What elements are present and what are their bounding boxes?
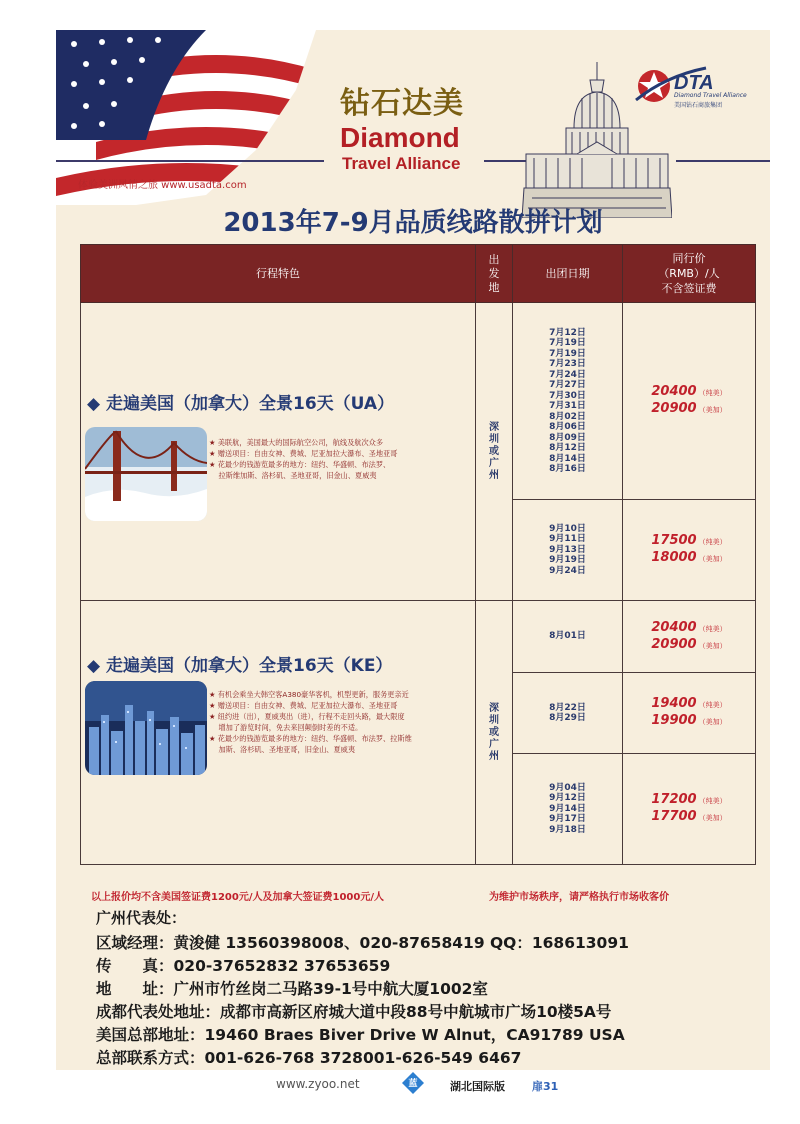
price-value: 20900 xyxy=(651,636,697,652)
price-line xyxy=(623,809,755,826)
date-item: 8月16日 xyxy=(549,464,586,474)
date-item: 7月30日 xyxy=(549,390,586,401)
price-value: 17700 xyxy=(651,809,697,824)
date-item: 8月01日 xyxy=(549,631,586,642)
price-line xyxy=(623,620,755,637)
page-number: 扉31 xyxy=(532,1080,559,1093)
brand-name-en: Diamond xyxy=(340,122,460,153)
price-note: （美加） xyxy=(698,814,727,822)
price-line xyxy=(623,792,755,809)
header-depart-label: 出发地 xyxy=(488,252,500,294)
price-line xyxy=(623,637,755,654)
logo-text: DTA xyxy=(674,72,714,94)
price-line xyxy=(623,533,755,550)
header-price-line1: 同行价 xyxy=(672,252,706,265)
date-item: 7月31日 xyxy=(549,401,586,411)
price-value: 19400 xyxy=(651,696,697,711)
table-header-row xyxy=(81,245,756,303)
price-value: 20400 xyxy=(651,619,697,635)
chengdu-address: 成都代表处地址：成都市高新区府城大道中段88号中航城市广场10楼5A号 xyxy=(96,1003,612,1021)
price-note: （纯美） xyxy=(698,538,727,546)
date-item: 8月14日 xyxy=(549,453,586,464)
table-row xyxy=(81,601,756,673)
edition-label: 湖北国际版 xyxy=(450,1080,505,1093)
price-value: 19900 xyxy=(651,713,697,728)
golden-gate-photo xyxy=(85,427,207,521)
header-dates: 出团日期 xyxy=(513,245,623,303)
brand-name-en-sub: Travel Alliance xyxy=(342,154,461,173)
price-note: （纯美） xyxy=(698,624,727,633)
feature-item: ★ 花最少的钱游览最多的地方：纽约、华盛顿、布法罗、 xyxy=(209,460,391,469)
header-route: 行程特色 xyxy=(81,245,476,303)
date-item: 7月19日 xyxy=(549,348,586,359)
route-name-ua: ◆ 走遍美国（加拿大）全景16天（UA） xyxy=(87,394,395,414)
date-item: 7月27日 xyxy=(549,380,586,390)
slogan-website: 体验美洲风情之旅 www.usadta.com xyxy=(78,180,247,191)
date-item: 8月29日 xyxy=(549,713,586,723)
route-cell-ua xyxy=(81,303,476,601)
contact-fax: 传 真：020-37652832 37653659 xyxy=(96,957,391,975)
dates-cell xyxy=(513,673,623,754)
price-note: （纯美） xyxy=(698,797,727,805)
feature-item: 增加了游览时间，免去来回颠倒时差的不适。 xyxy=(209,723,363,732)
feature-item: 加斯、洛杉矶、圣地亚哥，旧金山、夏威夷 xyxy=(209,745,356,754)
price-note: （美加） xyxy=(698,641,727,650)
date-item: 8月02日 xyxy=(549,411,586,422)
date-item: 9月14日 xyxy=(549,803,586,814)
us-hq-address: 美国总部地址：19460 Braes Biver Drive W Alnut，CA91789 USA xyxy=(96,1026,625,1044)
price-note: （美加） xyxy=(698,555,727,563)
logo-subtitle-en: Diamond Travel Alliance xyxy=(674,92,747,99)
price-note: （纯美） xyxy=(698,389,727,397)
office-heading: 广州代表处： xyxy=(96,909,187,927)
feature-item: ★ 纽约进（出），夏威夷出（进），行程不走回头路，最大限度 xyxy=(209,712,405,721)
dates-cell xyxy=(513,754,623,865)
header-price-line3: 不含签证费 xyxy=(661,282,717,295)
date-item: 9月11日 xyxy=(549,534,586,545)
price-value: 20900 xyxy=(651,401,697,416)
date-item: 9月18日 xyxy=(549,824,586,835)
feature-item: 拉斯维加斯、洛杉矶、圣地亚哥，旧金山、夏威夷 xyxy=(209,471,377,480)
price-value: 18000 xyxy=(651,550,697,565)
date-item: 8月06日 xyxy=(549,422,586,432)
price-line xyxy=(623,401,755,418)
route-cell-ke xyxy=(81,601,476,865)
depart-label-ua: 深圳或广州 xyxy=(489,421,499,481)
feature-item: ★ 花最少的钱游览最多的地方：纽约、华盛顿、布法罗、拉斯维 xyxy=(209,734,412,743)
date-item: 9月19日 xyxy=(549,555,586,566)
price-cell xyxy=(623,673,756,754)
price-line xyxy=(623,550,755,567)
feature-item: ★ 赠送项目：自由女神、费城、尼亚加拉大瀑布、圣地亚哥 xyxy=(209,449,398,458)
date-item: 7月12日 xyxy=(549,327,586,338)
badge-char: 蓝 xyxy=(408,1079,418,1089)
date-item: 7月23日 xyxy=(549,359,586,369)
price-note: （美加） xyxy=(698,718,727,726)
route-name-ke: ◆ 走遍美国（加拿大）全景16天（KE） xyxy=(87,656,393,676)
dates-cell xyxy=(513,303,623,500)
hq-phone: 总部联系方式：001-626-768 3728001-626-549 6467 xyxy=(96,1049,522,1067)
contact-manager: 区域经理：黄浚健 13560398008、020-87658419 QQ：168613091 xyxy=(96,934,629,952)
brand-name-cn: 钻石达美 xyxy=(340,86,464,121)
price-cell xyxy=(623,601,756,673)
depart-cell-ke xyxy=(476,601,513,865)
price-cell xyxy=(623,754,756,865)
feature-item: ★ 赠送项目：自由女神、费城、尼亚加拉大瀑布、圣地亚哥 xyxy=(209,701,398,710)
table-row xyxy=(81,303,756,500)
route-table xyxy=(80,244,756,865)
date-item: 8月22日 xyxy=(549,702,586,713)
dates-cell xyxy=(513,500,623,601)
blue-badge-icon xyxy=(402,1072,424,1094)
date-item: 9月24日 xyxy=(549,565,586,576)
date-item: 8月09日 xyxy=(549,432,586,443)
date-item: 7月24日 xyxy=(549,369,586,380)
price-note: （美加） xyxy=(698,406,727,414)
divider-line-right xyxy=(676,160,770,162)
depart-label-ke: 深圳或广州 xyxy=(489,702,499,762)
price-line xyxy=(623,696,755,713)
feature-item: ★ 有机会乘坐大韩空客A380豪华客机，机型更新，服务更亲近 xyxy=(209,690,409,699)
price-value: 20400 xyxy=(651,384,697,399)
price-cell xyxy=(623,500,756,601)
market-price-note: 为维护市场秩序，请严格执行市场收客价 xyxy=(489,892,669,903)
date-item: 8月12日 xyxy=(549,443,586,453)
dates-cell xyxy=(513,601,623,673)
header xyxy=(56,30,770,238)
logo-subtitle-cn: 美国钻石商旅集团 xyxy=(674,102,723,109)
date-item: 9月13日 xyxy=(549,544,586,555)
date-item: 9月10日 xyxy=(549,523,586,534)
date-item: 9月04日 xyxy=(549,782,586,793)
brochure-page xyxy=(56,30,770,1070)
page-title: 2013年7-9月品质线路散拼计划 xyxy=(223,208,603,238)
price-line xyxy=(623,384,755,401)
divider-line-left xyxy=(56,160,324,162)
header-price-line2: （RMB）/人 xyxy=(658,267,720,280)
header-depart xyxy=(476,245,513,303)
route-features-ke xyxy=(209,689,475,755)
price-value: 17200 xyxy=(651,792,697,807)
price-value: 17500 xyxy=(651,533,697,548)
city-night-photo xyxy=(85,681,207,775)
price-cell xyxy=(623,303,756,500)
contact-address: 地 址：广州市竹丝岗二马路39-1号中航大厦1002室 xyxy=(96,980,488,998)
route-features-ua xyxy=(209,437,475,481)
date-item: 7月19日 xyxy=(549,338,586,348)
date-item: 9月17日 xyxy=(549,814,586,825)
price-line xyxy=(623,713,755,730)
page-footer xyxy=(0,1072,800,1100)
feature-item: ★ 美联航，美国最大的国际航空公司，航线及航次众多 xyxy=(209,438,384,447)
depart-cell-ua xyxy=(476,303,513,601)
footer-website: www.zyoo.net xyxy=(276,1077,360,1091)
date-item: 9月12日 xyxy=(549,793,586,804)
dta-logo xyxy=(626,46,776,116)
header-price xyxy=(623,245,756,303)
visa-fee-note: 以上报价均不含美国签证费1200元/人及加拿大签证费1000元/人 xyxy=(91,892,384,903)
price-note: （纯美） xyxy=(698,701,727,709)
